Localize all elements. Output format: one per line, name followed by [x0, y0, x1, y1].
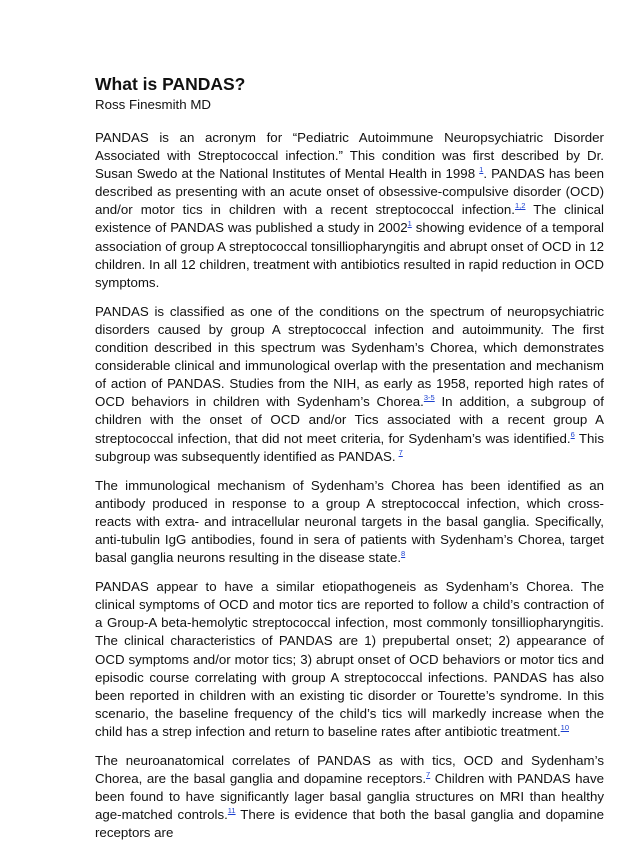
- citation-link[interactable]: 7: [398, 447, 403, 457]
- paragraph-4-text-1: PANDAS appear to have a similar etiopathogeneis as Sydenham’s Chorea. The clinical symptoms of OCD and motor tics are reported to follow a child’s contraction of a Group-A beta-hemolytic streptococcal infection, most commonly tonsilliopharyngitis. The clinical characteristics of PANDAS are 1) prepubertal onset; 2) appearance of OCD symptoms and/or motor tics; 3) abrupt onset of OCD behaviors or motor tics and episodic course correlating with group A streptococcal infections. PANDAS has also been reported in children with an existing tic disorder or Tourette’s syndrome. In this scenario, the baseline frequency of the child’s tics will markedly increase when the child has a strep infection and return to baseline rates after antibiotic treatment.: [95, 579, 604, 739]
- citation-link[interactable]: 11: [227, 806, 236, 816]
- paragraph-5-text-1: The neuroanatomical correlates of PANDAS as with tics, OCD and Sydenham’s Chorea, are the basal ganglia and dopamine receptors.: [95, 753, 604, 787]
- citation-11: [228, 806, 236, 815]
- paragraph-4: [95, 578, 604, 741]
- citation-1-2: [515, 201, 525, 210]
- paragraph-5: [95, 752, 604, 842]
- citation-7: [399, 448, 403, 457]
- citation-link[interactable]: 7: [426, 770, 431, 780]
- paragraph-1: [95, 129, 604, 292]
- citation-3-5: [424, 393, 435, 402]
- paragraph-2: [95, 303, 604, 466]
- paragraph-2-text-3: This subgroup was subsequently identified as PANDAS.: [95, 430, 604, 464]
- author-name: Ross Finesmith MD: [95, 97, 211, 112]
- paragraph-3: [95, 477, 604, 567]
- paragraph-2-text-2: In addition, a subgroup of children with the onset of OCD and/or Tics associated with a recent group A streptococcal infection, that did not meet criteria, for Sydenham’s was identified.: [95, 394, 605, 446]
- citation-10: [561, 723, 569, 732]
- document-body: [95, 129, 604, 842]
- citation-link[interactable]: 10: [560, 722, 569, 732]
- paragraph-1-text-4: showing evidence of a temporal association of group A streptococcal tonsilliopharyngitis and abrupt onset of OCD in 12 children. In all 12 children, treatment with antibiotics resulted in rapid reduction in OCD symptoms.: [95, 220, 604, 290]
- paragraph-1-text-2: . PANDAS has been described as presenting with an acute onset of obsessive-compulsive disorder (OCD) and/or motor tics in children with a recent streptococcal infection.: [95, 166, 604, 218]
- citation-link[interactable]: 6: [570, 429, 575, 439]
- paragraph-1-text-3: The clinical existence of PANDAS was published a study in 2002: [95, 202, 605, 236]
- citation-link[interactable]: 8: [401, 549, 406, 559]
- citation-8: [401, 549, 405, 558]
- paragraph-3-text-1: The immunological mechanism of Sydenham’s Chorea has been identified as an antibody produced in response to a group A streptococcal infection, which cross-reacts with extra- and intracellular neuronal targets in the basal ganglia. Specifically, anti-tubulin IgG antibodies, found in sera of patients with Sydenham’s Chorea, target basal ganglia neurons resulting in the disease state.: [95, 477, 604, 566]
- page-title: What is PANDAS?: [95, 74, 246, 94]
- citation-link[interactable]: 1: [407, 219, 412, 229]
- paragraph-5-text-2: Children with PANDAS have been found to have significantly lager basal ganglia structures on MRI than healthy age-matched controls.: [95, 771, 604, 823]
- paragraph-5-text-3: There is evidence that both the basal ganglia and dopamine receptors are: [95, 807, 604, 841]
- citation-link[interactable]: 3-5: [423, 393, 435, 403]
- paragraph-2-text-1: PANDAS is classified as one of the conditions on the spectrum of neuropsychiatric disorders caused by group A streptococcal infection and autoimmunity. The first condition described in this spectrum was Sydenham’s Chorea, which demonstrates considerable clinical and immunological overlap with the presentation and mechanism of action of PANDAS. Studies from the NIH, as early as 1958, reported high rates of OCD behaviors in children with Sydenham’s Chorea.: [95, 303, 604, 410]
- paragraph-1-text-1: PANDAS is an acronym for “Pediatric Autoimmune Neuropsychiatric Disorder Associated with Streptococcal infection.” This condition was first described by Dr. Susan Swedo at the National Institutes of Mental Health in 1998: [95, 130, 604, 182]
- citation-link[interactable]: 1,2: [515, 201, 526, 211]
- citation-link[interactable]: 1: [479, 165, 484, 175]
